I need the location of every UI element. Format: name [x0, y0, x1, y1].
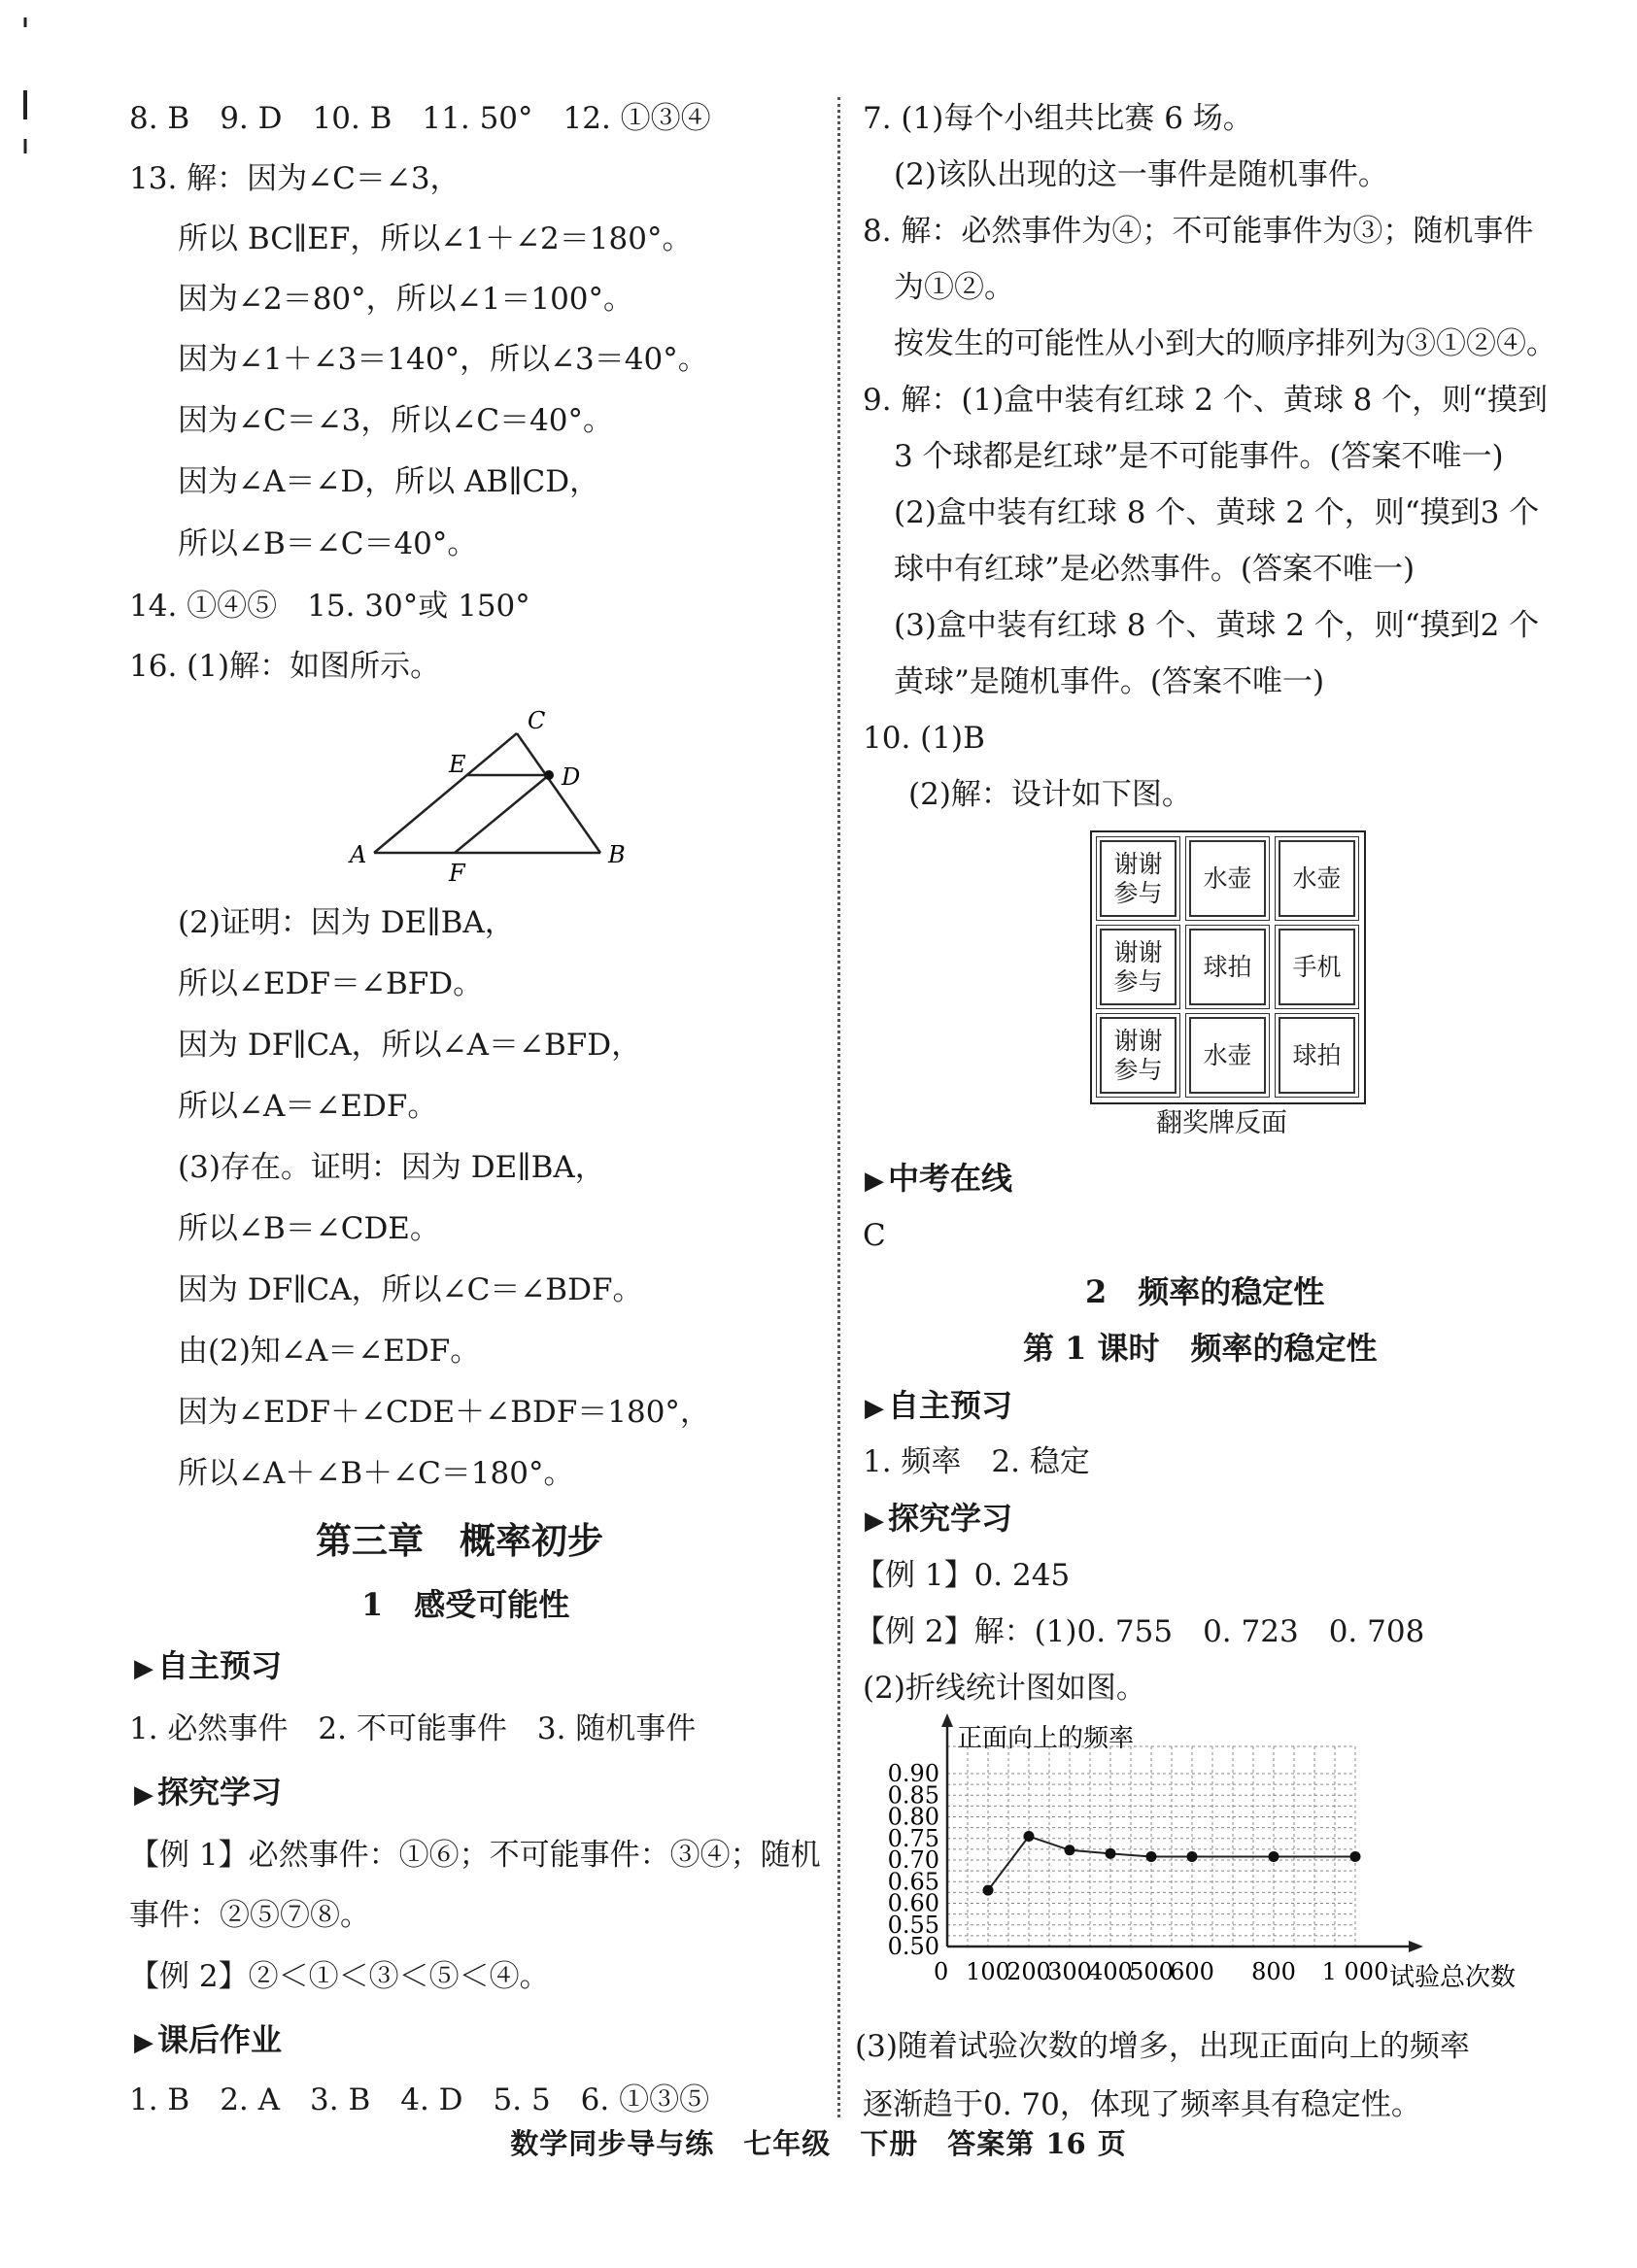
side-cb — [517, 733, 600, 853]
play-triangle-icon: ▶ — [865, 1506, 884, 1536]
data-point — [983, 1885, 994, 1896]
answer-line-8: 8. 解：必然事件为④；不可能事件为③；随机事件 — [863, 214, 1534, 249]
x-tick-label: 1 000 — [1321, 1958, 1389, 1985]
prize-cell: 水壶 — [1279, 840, 1355, 917]
section-title: 1 感受可能性 — [361, 1586, 570, 1623]
label-f: F — [449, 860, 465, 887]
segment-df — [455, 775, 549, 853]
answer-line-7: 因为∠A＝∠D，所以 AB∥CD， — [178, 464, 600, 499]
label-e: E — [449, 751, 466, 778]
label-d: D — [562, 763, 581, 791]
answer-line-8-2: 为①②。 — [894, 270, 1014, 305]
answer-line-9-6: 黄球”是随机事件。(答案不唯一) — [894, 664, 1325, 699]
answer-line-9-5: (3)盒中装有红球 8 个、黄球 2 个，则“摸到2 个 — [894, 608, 1540, 643]
answer-line-10: 16. (1)解：如图所示。 — [129, 649, 441, 684]
answer-line-1: 8. B 9. D 10. B 11. 50° 12. ①③④ — [129, 101, 711, 136]
chart-grid — [947, 1746, 1355, 1946]
proof-line-3: 因为 DF∥CA，所以∠A＝∠BFD， — [178, 1028, 642, 1063]
conclusion-line-1: (3)随着试验次数的增多，出现正面向上的频率 — [855, 2029, 1470, 2064]
page-footer: 数学同步导与练 七年级 下册 答案第 16 页 — [510, 2127, 1127, 2160]
x-tick-label: 800 — [1251, 1958, 1296, 1985]
lesson-title: 第 1 课时 频率的稳定性 — [1023, 1330, 1378, 1367]
example-2-b: (2)折线统计图如图。 — [863, 1671, 1146, 1706]
frequency-line-chart — [855, 1711, 1632, 2003]
proof-line-9: 因为∠EDF＋∠CDE＋∠BDF＝180°， — [178, 1395, 710, 1430]
data-point — [1106, 1848, 1116, 1859]
y-tick-label: 0.50 — [887, 1933, 939, 1960]
proof-line-1: (2)证明：因为 DE∥BA， — [178, 905, 515, 940]
answer-line-10: 10. (1)B — [863, 721, 985, 756]
example-1: 【例 1】0. 245 — [855, 1558, 1071, 1593]
conclusion-line-2: 逐渐趋于0. 70，体现了频率具有稳定性。 — [863, 2087, 1421, 2122]
y-tick-label: 0.55 — [887, 1911, 939, 1939]
y-axis-arrow-icon — [941, 1713, 953, 1727]
y-tick-label: 0.70 — [887, 1846, 939, 1874]
prize-cell: 谢谢 参与 — [1100, 929, 1177, 1005]
proof-line-7: 因为 DF∥CA，所以∠C＝∠BDF。 — [178, 1272, 643, 1307]
play-triangle-icon: ▶ — [134, 1780, 153, 1810]
answer-line-9: 9. 解：(1)盒中装有红球 2 个、黄球 8 个，则“摸到 — [863, 383, 1549, 418]
x-tick-label: 500 — [1129, 1958, 1174, 1985]
proof-line-2: 所以∠EDF＝∠BFD。 — [178, 966, 484, 1001]
proof-line-10: 所以∠A＋∠B＋∠C＝180°。 — [178, 1456, 574, 1491]
data-point — [1269, 1851, 1279, 1862]
point-d — [544, 770, 554, 780]
x-tick-label: 0 — [934, 1958, 949, 1985]
play-triangle-icon: ▶ — [865, 1167, 884, 1196]
answer-line-7: 7. (1)每个小组共比赛 6 场。 — [863, 101, 1253, 136]
y-tick-label: 0.90 — [887, 1760, 939, 1787]
y-tick-label: 0.85 — [887, 1781, 939, 1810]
chapter-title: 第三章 概率初步 — [316, 1519, 603, 1562]
section-heading-exam: ▶ 中考在线 — [865, 1160, 1013, 1197]
answer-line-8: 所以∠B＝∠C＝40°。 — [178, 526, 478, 561]
answer-line-8-3: 按发生的可能性从小到大的顺序排列为③①②④。 — [894, 326, 1556, 361]
proof-line-4: 所以∠A＝∠EDF。 — [178, 1089, 438, 1124]
preview-answers: 1. 频率 2. 稳定 — [863, 1444, 1090, 1479]
prize-grid — [1090, 830, 1366, 1104]
prize-cell: 水壶 — [1189, 840, 1266, 917]
side-ac — [374, 733, 517, 853]
play-triangle-icon: ▶ — [865, 1394, 884, 1423]
y-tick-label: 0.60 — [887, 1889, 939, 1917]
example-1-line-1: 【例 1】必然事件：①⑥；不可能事件：③④；随机 — [129, 1838, 821, 1873]
play-triangle-icon: ▶ — [134, 1654, 153, 1683]
data-point — [1146, 1851, 1157, 1862]
x-axis-label: 试验总次数 — [1389, 1963, 1517, 1992]
preview-answers: 1. 必然事件 2. 不可能事件 3. 随机事件 — [129, 1711, 697, 1746]
x-tick-label: 200 — [1006, 1958, 1051, 1985]
label-a: A — [350, 841, 367, 868]
section-heading-preview: ▶ 自主预习 — [134, 1647, 283, 1684]
prize-cell: 球拍 — [1279, 1017, 1355, 1094]
section-2-title: 2 频率的稳定性 — [1085, 1273, 1325, 1310]
proof-line-8: 由(2)知∠A＝∠EDF。 — [178, 1334, 481, 1369]
answer-line-4: 因为∠2＝80°，所以∠1＝100°。 — [178, 282, 634, 317]
grid-caption: 翻奖牌反面 — [1156, 1108, 1287, 1138]
label-c: C — [528, 707, 546, 734]
example-1-line-2: 事件：②⑤⑦⑧。 — [129, 1898, 370, 1933]
x-tick-label: 300 — [1047, 1958, 1092, 1985]
answer-line-7-2: (2)该队出现的这一事件是随机事件。 — [894, 157, 1388, 192]
prize-cell: 手机 — [1279, 929, 1355, 1005]
answer-line-5: 因为∠1＋∠3＝140°，所以∠3＝40°。 — [178, 342, 708, 377]
answer-line-10-2: (2)解：设计如下图。 — [908, 777, 1192, 812]
answer-line-9: 14. ①④⑤ 15. 30°或 150° — [129, 589, 530, 624]
prize-cell: 谢谢 参与 — [1100, 840, 1177, 917]
proof-line-6: 所以∠B＝∠CDE。 — [178, 1211, 440, 1246]
column-divider — [837, 97, 840, 2117]
proof-line-5: (3)存在。证明：因为 DE∥BA， — [178, 1150, 605, 1185]
scan-marks — [21, 17, 99, 163]
data-point — [1187, 1851, 1198, 1862]
x-tick-label: 600 — [1170, 1958, 1214, 1985]
data-point — [1350, 1851, 1361, 1862]
data-point — [1065, 1845, 1075, 1855]
answer-line-2: 13. 解：因为∠C＝∠3， — [129, 161, 460, 196]
answer-line-6: 因为∠C＝∠3，所以∠C＝40°。 — [178, 403, 614, 438]
prize-cell: 球拍 — [1189, 929, 1266, 1005]
section-heading-homework: ▶ 课后作业 — [134, 2021, 283, 2058]
y-axis-label: 正面向上的频率 — [957, 1724, 1135, 1753]
section-heading-explore: ▶ 探究学习 — [134, 1774, 283, 1811]
triangle-figure — [340, 704, 651, 889]
data-point — [1024, 1831, 1035, 1842]
example-2: 【例 2】解：(1)0. 755 0. 723 0. 708 — [855, 1614, 1425, 1649]
label-b: B — [608, 841, 626, 868]
answer-line-9-3: (2)盒中装有红球 8 个、黄球 2 个，则“摸到3 个 — [894, 495, 1540, 530]
x-tick-label: 100 — [966, 1958, 1010, 1985]
answer-line-3: 所以 BC∥EF，所以∠1＋∠2＝180°。 — [178, 221, 693, 256]
prize-cell: 谢谢 参与 — [1100, 1017, 1177, 1094]
prize-cell: 水壶 — [1189, 1017, 1266, 1094]
exam-answer: C — [863, 1218, 886, 1253]
y-tick-label: 0.65 — [887, 1868, 939, 1896]
x-axis-arrow-icon — [1409, 1941, 1423, 1952]
x-tick-label: 400 — [1088, 1958, 1133, 1985]
section-heading-preview: ▶ 自主预习 — [865, 1387, 1013, 1424]
play-triangle-icon: ▶ — [134, 2028, 153, 2057]
section-heading-explore: ▶ 探究学习 — [865, 1500, 1013, 1537]
y-tick-label: 0.80 — [887, 1803, 939, 1831]
example-2: 【例 2】②＜①＜③＜⑤＜④。 — [129, 1959, 550, 1994]
answer-line-9-2: 3 个球都是红球”是不可能事件。(答案不唯一) — [894, 439, 1504, 474]
answer-line-9-4: 球中有红球”是必然事件。(答案不唯一) — [894, 552, 1415, 587]
y-tick-label: 0.75 — [887, 1824, 939, 1852]
homework-answers: 1. B 2. A 3. B 4. D 5. 5 6. ①③⑤ — [129, 2082, 710, 2117]
